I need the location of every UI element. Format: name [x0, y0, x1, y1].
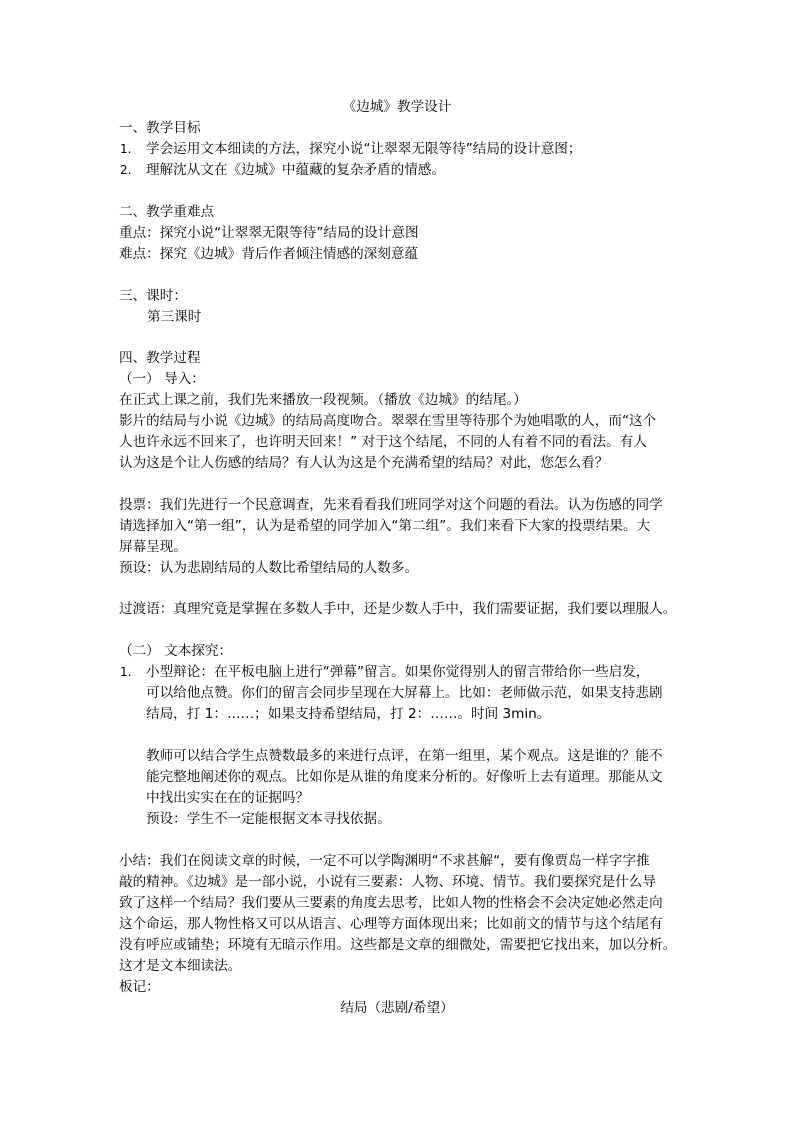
- list-number: 1.: [120, 142, 132, 156]
- paragraph-line: 人也许永远不回来了，也许明天回来！” 对于这个结尾，不同的人有着不同的看法。有人: [119, 434, 647, 450]
- debate-line: 可以给他点赞。你们的留言会同步呈现在大屏幕上。比如：老师做示范，如果支持悲剧: [146, 685, 663, 701]
- vote-paragraph-line: 投票：我们先进行一个民意调查，先来看看我们班同学对这个问题的看法。认为伤感的同学: [119, 497, 663, 513]
- preset-text: 预设：认为悲剧结局的人数比希望结局的人数多。: [119, 560, 419, 576]
- paragraph-line: 影片的结局与小说《边城》的结局高度吻合。翠翠在雪里等待那个为她唱歌的人，而“这个: [119, 413, 657, 429]
- teacher-note-line: 教师可以结合学生点赞数最多的来进行点评，在第一组里，某个观点。这是谁的？能不: [146, 748, 663, 764]
- summary-line: 没有呼应或铺垫；环境有无暗示作用。这些都是文章的细微处，需要把它找出来，加以分析。: [119, 937, 677, 953]
- paragraph-line: 认为这是个让人伤感的结局？有人认为这是个充满希望的结局？对此，您怎么看？: [119, 455, 609, 471]
- paragraph-line: 在正式上课之前，我们先来播放一段视频。（播放《边城》的结尾。）: [119, 392, 527, 408]
- subsection-heading-intro: （一） 导入：: [119, 371, 205, 387]
- summary-line: 致了这样一个结局？我们要从三要素的角度去思考，比如人物的性格会不会决定她必然走向: [119, 895, 663, 911]
- vote-paragraph-line: 请选择加入“第一组”，认为是希望的同学加入“第二组”。我们来看下大家的投票结果。大: [119, 518, 651, 534]
- teacher-note-line: 能完整地阐述你的观点。比如你是从谁的角度来分析的。好像听上去有道理。那能从文: [146, 769, 663, 785]
- subsection-heading-text-exploration: （二） 文本探究：: [119, 643, 233, 659]
- list-number: 2.: [120, 163, 132, 177]
- debate-line: 结局，打 1：……；如果支持希望结局，打 2：……。时间 3min。: [146, 706, 551, 722]
- section-heading-process: 四、教学过程: [119, 350, 201, 366]
- vote-paragraph-line: 屏幕呈现。: [119, 539, 187, 555]
- list-item: 学会运用文本细读的方法，探究小说“让翠翠无限等待”结局的设计意图；: [146, 141, 582, 157]
- preset-text: 预设：学生不一定能根据文本寻找依据。: [146, 811, 391, 827]
- list-number: 1.: [120, 665, 132, 679]
- transition-text: 过渡语：真理究竟是掌握在多数人手中，还是少数人手中，我们需要证据，我们要以理服人。: [119, 601, 677, 617]
- section-heading-objectives: 一、教学目标: [119, 120, 201, 136]
- summary-line: 这个命运，那人物性格又可以从语言、心理等方面体现出来；比如前文的情节与这个结尾有: [119, 916, 663, 932]
- summary-line: 敲的精神。《边城》是一部小说，小说有三要素：人物、环境、情节。我们要探究是什么导: [119, 874, 656, 890]
- section-heading-key-points: 二、教学重难点: [119, 204, 215, 220]
- difficulty-text: 难点：探究《边城》背后作者倾注情感的深刻意蕴: [119, 246, 419, 262]
- summary-line: 这才是文本细读法。: [119, 958, 242, 974]
- board-center-text: 结局（悲剧/希望）: [340, 1000, 454, 1016]
- document-title: 《边城》教学设计: [342, 99, 452, 115]
- section-heading-class-hours: 三、课时：: [119, 288, 187, 304]
- board-label: 板记：: [119, 979, 160, 995]
- list-item: 理解沈从文在《边城》中蕴藏的复杂矛盾的情感。: [146, 162, 446, 178]
- debate-line: 小型辩论：在平板电脑上进行“弹幕”留言。如果你觉得别人的留言带给你一些启发，: [146, 664, 650, 680]
- class-hours-value: 第三课时: [147, 309, 202, 325]
- teacher-note-line: 中找出实实在在的证据吗？: [146, 790, 310, 806]
- key-point-text: 重点：探究小说“让翠翠无限等待”结局的设计意图: [119, 225, 419, 241]
- summary-line: 小结：我们在阅读文章的时候，一定不可以学陶渊明“不求甚解“，要有像贾岛一样字字推: [119, 853, 650, 869]
